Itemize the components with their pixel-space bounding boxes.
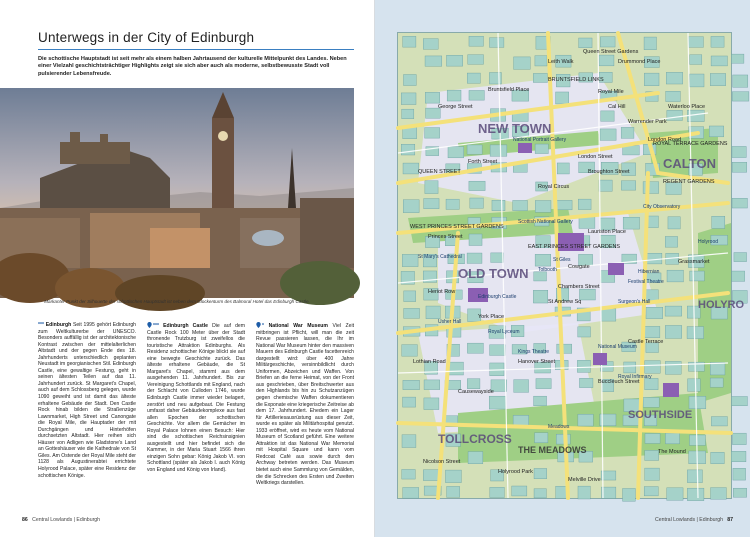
map-block [424,398,439,410]
map-block [644,326,660,337]
map-block [513,415,529,425]
map-block [467,253,482,263]
map-block [424,380,440,390]
map-block [403,397,416,407]
street-label: Chambers Street [558,284,600,290]
poi-label: Edinburgh Castle [478,294,517,300]
poi-label: Meadows [548,424,570,430]
map-block [644,487,658,496]
map-block [624,362,636,373]
section-heading: Edinburgh [45,322,72,328]
poi-label: Tolbooth [538,267,557,273]
map-block [665,433,679,444]
district-label: TOLLCROSS [438,432,512,446]
map-block [711,452,725,463]
poi-label: Festival Theatre [628,279,664,285]
map-block [665,325,681,338]
map-block [690,55,702,65]
footer-section: Central Lowlands | Edinburgh [655,517,723,523]
map-block [689,435,705,445]
map-block [489,38,503,48]
map-block [536,379,551,389]
map-block [533,73,547,82]
street-label: Causewayside [458,389,494,395]
street-label: Holyrood Park [498,469,533,475]
map-block [468,55,484,65]
district-label: CALTON [663,156,716,171]
map-block [446,199,459,209]
map-block [425,181,438,194]
map-block [403,380,420,389]
map-block [514,57,531,69]
poi-label: National Museum [598,344,637,350]
rating-stars: *** [153,323,159,329]
map-block [688,379,701,391]
section-heading: Edinburgh Castle [163,323,208,329]
section-heading: National War Museum [268,323,328,329]
map-block [732,433,746,444]
map-pin-icon [147,322,152,328]
poi-label: St Giles [553,257,571,263]
map-block [643,182,659,194]
city-map[interactable] [397,32,745,499]
map-block [512,486,527,496]
map-block [646,307,663,318]
map-block [732,54,744,63]
map-block [402,345,418,357]
district-label: THE MEADOWS [518,445,587,455]
map-block [403,163,419,174]
map-block [645,468,660,480]
street-label: EAST PRINCES STREET GARDENS [528,244,621,250]
map-block [621,181,635,190]
street-label: Royal Mile [598,89,624,95]
map-block [490,145,507,156]
street-label: Hanover Street [518,359,555,365]
map-block [401,144,415,155]
map-block [402,109,414,119]
poi-label: Scottish National Gallery [518,219,573,225]
map-block [579,289,595,300]
map-block [490,487,505,497]
map-block [666,72,682,84]
map-block [599,55,614,66]
map-block [667,488,683,500]
poi-label: National Portrait Gallery [513,137,567,143]
map-block [667,270,683,282]
map-block [734,253,747,262]
map-block [665,306,682,316]
map-canvas [398,33,745,498]
map-block [690,271,705,281]
map-block [535,254,551,266]
map-block [425,128,440,139]
map-block [492,200,505,210]
map-block [467,73,480,83]
district-label: OLD TOWN [458,266,529,281]
street-label: Broughton Street [588,169,630,175]
map-block [732,146,746,157]
poi-label: Holyrood [698,239,719,245]
map-block [579,38,592,48]
map-block [643,397,659,407]
map-block [557,344,572,353]
page-number: 87 [727,517,734,523]
map-block [600,129,616,140]
poi-label: Surgeon's Hall [618,299,651,305]
map-block [710,378,723,387]
street-label: REGENT GARDENS [663,179,715,185]
street-label: BRUNTSFIELD LINKS [548,77,604,83]
map-block [666,91,681,101]
page-number: 86 [22,517,28,523]
section-text: Die auf dem Castle Rock 100 Meter über der Stadt thronende Trutzburg ist zweifellos die touristische Attraktion Edinburghs. Als Residenz schottischer Könige blickt sie auf eine bewegte Geschichte zurück. Das älteste erhaltene Gebäude, die St Margaret's Chapel, stammt aus dem ausgehenden 11. Jahrhundert. Bis zur Vereinigung Schottlands mit England, nach der Schlacht von Culloden 1746, wurde Edinburgh Castle immer wieder belagert, zerstört und neu aufgebaut. Die Festung umfasst daher Gebäudekomplexe aus fast allen Epochen der schottischen Geschichte. Vor allem die Gemächer im Royal Palace lohnen einen Besuch: Hier sind die schottischen Reichsinsignien ausgestellt und hier befindet sich die Kammer, in der Maria Stuart 1566 ihren einzigen Sohn gebar: König Jakob VI. von Schottland (später als Jakob I. auch König von England und König von Irland). [147,323,246,474]
map-block [402,469,415,479]
footer-left [22,517,100,523]
map-block [555,200,572,209]
map-block [709,126,723,137]
map-block [665,236,677,247]
right-page [375,0,750,537]
map-block [401,93,416,105]
map-block [403,487,419,498]
street-label: Bruntsfield Place [488,87,530,93]
poi-label: City Observatory [643,204,681,210]
map-block [403,75,416,86]
map-block [690,74,704,87]
title-rule [38,49,354,50]
map-block [644,73,659,86]
section-text: Viel Zeit mitbringen ist Pflicht, will man die zeit Revue passieren lassen, die Ihr im National War Museum hinter den massiven Mauern des Edinburgh Castle facettenreich dargestellt wird: über 400 Jahre Militärgeschichte, versinnbildlicht durch Uniformen, Abzeichen und Waffen. Von Briefen an die ferne Heimat, von der Front aus geschrieben, über Breitschwerter aus den Highlands bis hin zu Schutzanzügen gegen chemische Waffen dokumentieren die Exponate eine kriegerische Zeitreise ab dem 17. Jahrhundert. Ehedem ein Lager für Artilleriesausrüstung aus dieser Zeit, wurde es später als Militärhospital genutzt. 1933 eröffnet, wird es heute vom National Museum of Scotland geführt. Eine weitere Attraktion ist das National War Memorial mit Hospital Square und kann vom Redcoat Café aus sowie durch den Archway betreten werden. Das Museum bietet auch eine Sammlung von Gemälden, die die Schrecken des Ersten und Zweiten Weltkriegs darstellen. [256,323,355,487]
map-block [711,36,724,47]
map-block [601,309,616,321]
street-label: London Street [578,154,613,160]
map-block [578,486,590,499]
district-label: SOUTHSIDE [628,409,693,421]
map-block [535,144,548,153]
map-block [621,127,634,138]
map-block [534,489,546,498]
map-block [711,488,727,500]
map-block [469,181,485,190]
map-block [468,452,483,464]
street-label: Castle Terrace [628,339,664,345]
street-label: Royal Circus [538,184,570,190]
map-block [732,162,747,172]
map-block [534,272,547,281]
article-column-castle [147,322,245,474]
map-block [467,379,480,389]
map-block [490,345,506,356]
street-label: Nicolson Street [423,459,461,465]
map-block [469,36,483,46]
map-block [447,486,460,497]
street-label: Lauriston Place [588,229,626,235]
map-block [445,470,461,482]
poi-label: St Mary's Cathedral [418,254,462,260]
map-block [578,327,591,337]
page-title: Unterwegs in der City of Edinburgh [38,30,255,45]
map-block [467,343,483,353]
map-block [404,291,416,302]
map-block [425,56,442,66]
map-block [688,37,703,48]
street-label: Cal Hill [608,104,626,110]
map-block [426,306,440,319]
map-block [732,397,748,406]
map-block [601,111,614,121]
map-block [732,198,747,208]
map-block [402,435,416,448]
section-text: Seit 1995 gehört Edinburgh zum Weltkulturerbe der UNESCO. Besonders auffällig ist der architektonische Kontrast zwischen der mittelalterlichen Altstadt und der gegen Ende des 18. Jahrhunderts unterschiedlich geplanten Neustadt im georgianischen Stil. Edinburgh Castle, eine gewaltige Festung, geht in seinen ältesten Teilen auf das 11. Jahrhundert zurück. St Margaret's Chapel, auch auf dem Schlossberg gelegen, wurde 1090 geweiht und ist damit das älteste erhaltene Gebäude der Stadt. Den Castle Rock hinab bilden die Straßenzüge Lawnmarket, High Street und Canongate die Royal Mile, die Hauptader der mit Durchgängen und Hinterhöfen durchsetzten Altstadt. Hier reihen sich Häuser von Adligen wie Gladstone's Land an Gotteshäuser wie die Kathedrale von St Giles. Am Ostende der Royal Mile steht der 1128 als Augustinerabtei errichtete Holyrood Palace, später eine Residenz der schottischen Könige. [38,322,136,479]
map-block [467,145,482,154]
map-block [425,92,440,103]
map-block [423,39,438,50]
map-block [687,488,704,500]
map-block [623,217,639,229]
photo-caption: Markanter Punkt der Silhouette der schottischen Hauptstadt ist neben dem Glockenturm des Balmoral Hotel das Edinburgh Castle. [44,299,310,304]
district-label: NEW TOWN [478,121,552,136]
map-block [470,198,484,208]
map-block [645,378,658,389]
map-block [733,488,746,497]
rating-stars: *** [38,322,44,328]
poi-label: Royal Lyceum [488,329,520,335]
map-block [403,36,416,47]
map-block [644,37,656,50]
map-block [645,434,660,444]
map-block [535,433,548,443]
street-label: Queen Street Gardens [583,49,639,55]
map-block [514,380,529,393]
street-label: Princes Street [428,234,463,240]
street-label: Buccleuch Street [598,379,640,385]
poi-label: Usher Hall [438,319,462,325]
map-block [646,253,662,264]
street-label: Cowgate [568,264,590,270]
map-block [448,147,464,158]
map-block [491,253,504,263]
street-label: Heriot Row [428,289,456,295]
poi-label: Hibernian [638,269,660,275]
map-block [579,378,593,387]
street-label: London Road [648,137,682,143]
article-columns [38,322,354,512]
street-label: Forth Street [468,159,498,165]
street-label: QUEEN STREET [418,169,461,175]
map-block [731,451,746,461]
poi-label: Kings Theatre [518,349,550,355]
street-label: ROYAL TERRACE GARDENS [653,141,728,147]
map-block [447,90,461,101]
map-block [402,254,418,266]
map-block [446,55,462,66]
article-column-war-museum [256,322,354,487]
rating-stars: * [262,323,264,329]
map-block [579,217,595,229]
map-block [557,163,569,174]
map-block [513,200,528,210]
map-block [599,180,612,191]
street-label: Warrender Park [628,119,667,125]
street-label: Grassmarket [678,259,710,265]
map-block [556,434,570,444]
map-pin-icon [256,322,261,328]
skyline-illustration [0,88,354,298]
district-label: HOLYRO [698,299,745,311]
street-label: Drummond Place [618,59,661,65]
map-block [710,73,726,85]
map-block [689,396,706,408]
street-label: Melville Drive [568,477,601,483]
street-label: Waterloo Place [668,104,706,110]
map-block [733,75,748,87]
map-block [534,468,547,478]
map-block [489,396,505,409]
street-label: WEST PRINCES STREET GARDENS [410,224,504,230]
map-block [600,37,615,47]
map-block [404,308,420,318]
footer-section: Central Lowlands | Edinburgh [32,517,101,523]
street-label: Leith Walk [548,59,574,65]
map-block [556,92,569,104]
map-block [733,468,746,480]
street-label: St Andrew Sq [548,299,582,305]
article-column-edinburgh [38,322,136,479]
map-block [732,92,749,101]
street-label: Lothian Road [413,359,446,365]
map-block [712,216,725,228]
map-block [623,488,636,501]
map-block [469,234,482,245]
map-block [578,414,593,426]
edinburgh-skyline-photo [0,88,354,298]
map-block [424,199,439,209]
map-block [533,290,547,303]
map-block [535,201,551,213]
map-block [578,199,591,209]
map-block [732,271,745,281]
street-label: York Place [478,314,505,320]
map-block [710,362,725,375]
map-block [668,217,680,229]
street-label: George Street [438,104,473,110]
map-block [687,327,704,339]
map-block [535,56,547,66]
street-label: The Mound [658,449,686,455]
map-block [645,361,661,374]
map-block [711,417,727,426]
map-block [577,360,590,372]
map-block [403,200,419,213]
map-block [687,470,702,483]
map-block [645,450,659,460]
map-block [534,396,547,406]
intro-text: Die schottische Hauptstadt ist seit mehr als einem halben Jahrtausend der kulturelle Mittelpunkt des Landes. Neben einer Vielzahl geschichtsträchtiger Highlights zeigt sie sich aber auch als moderne, selbstbewusste Stadt voll pulsierender Lebensfreude. [38,56,347,77]
map-block [711,56,727,66]
footer-right [655,517,733,523]
map-block [469,90,484,100]
map-block [665,361,681,374]
map-block [667,110,683,120]
poi-label: Royal Infirmary [618,374,652,380]
